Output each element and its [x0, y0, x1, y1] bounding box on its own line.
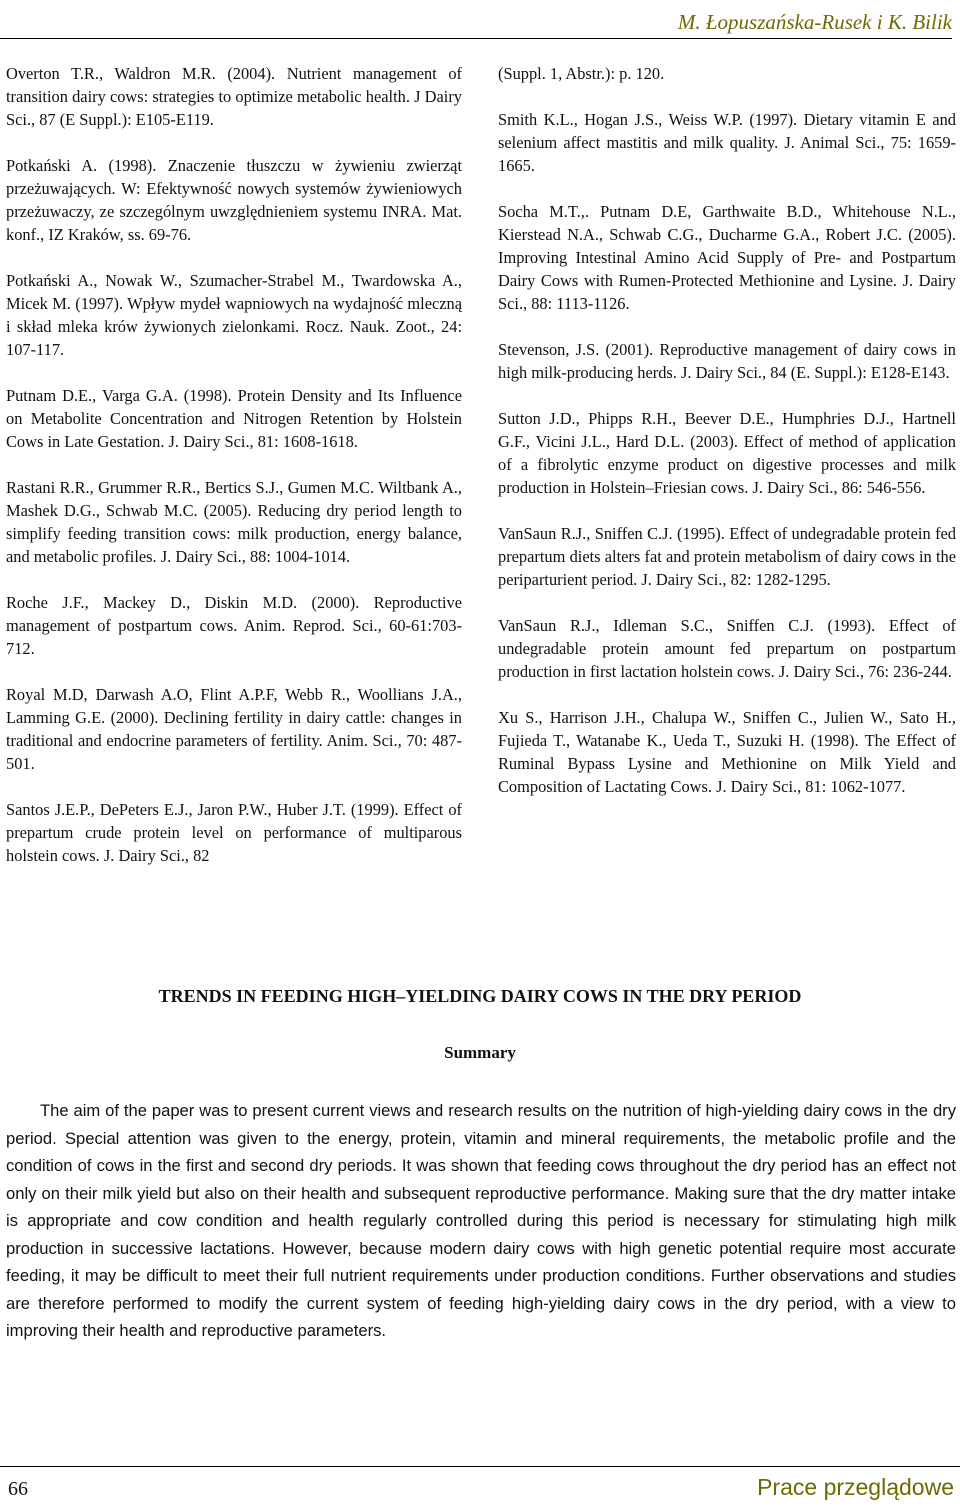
summary-heading: Summary [444, 1043, 516, 1062]
references-left-column [6, 62, 462, 890]
reference-entry: (Suppl. 1, Abstr.): p. 120. [498, 64, 665, 83]
page-number: 66 [8, 1478, 28, 1500]
footer-divider [0, 1466, 960, 1467]
references-right-column [498, 62, 956, 821]
reference-entry: Sutton J.D., Phipps R.H., Beever D.E., Humphries D.J., Hartnell G.F., Vicini J.L., Hard D.L. (2003). Effect of method of application of a fibrolytic enzyme product on digestive processes and milk production in Holstein–Friesian cows. J. Dairy Sci., 86: 546-556. [498, 409, 956, 497]
reference-entry: Socha M.T.,. Putnam D.E, Garthwaite B.D., Whitehouse N.L., Kierstead N.A., Schwab C.G., Ducharme G.A., Robert J.C. (2005). Improving Intestinal Amino Acid Supply of Pre- and Postpartum Dairy Cows with Rumen-Protected Methionine and Lysine. J. Dairy Sci., 88: 1113-1126. [498, 202, 956, 313]
reference-entry: Potkański A. (1998). Znaczenie tłuszczu w żywieniu zwierząt przeżuwających. W: Efektywność nowych systemów żywieniowych przeżuwaczy, ze szczególnym uwzględnieniem systemu INRA. Mat. konf., IZ Kraków, ss. 69-76. [6, 156, 462, 244]
reference-entry: VanSaun R.J., Sniffen C.J. (1995). Effect of undegradable protein fed prepartum diets alters fat and protein metabolism of dairy cows in the periparturient period. J. Dairy Sci., 82: 1282-1295. [498, 524, 956, 589]
summary-paragraph: The aim of the paper was to present current views and research results on the nutrition of high-yielding dairy cows in the dry period. Special attention was given to the energy, protein, vitamin and mineral requirements, the metabolic profile and the condition of cows in the first and second dry periods. It was shown that feeding cows throughout the dry period has an effect not only on their milk yield but also on their health and subsequent reproductive performance. Making sure that the dry matter intake is appropriate and cow condition and health regularly controlled during this period is necessary for stimulating high milk production in successive lactations. However, because modern dairy cows with high genetic potential require most accurate feeding, it may be difficult to meet their full nutrient requirements under production conditions. Further observations and studies are therefore performed to modify the current system of feeding high-yielding dairy cows in the dry period, with a view to improving their health and reproductive parameters. [6, 1101, 956, 1340]
reference-entry: Rastani R.R., Grummer R.R., Bertics S.J., Gumen M.C. Wiltbank A., Mashek D.G., Schwab M.C. (2005). Reducing dry period length to simplify feeding transition cows: milk production, energy balance, and metabolic profiles. J. Dairy Sci., 88: 1004-1014. [6, 478, 462, 566]
section-name: Prace przeglądowe [757, 1474, 954, 1500]
reference-entry: Potkański A., Nowak W., Szumacher-Strabel M., Twardowska A., Micek M. (1997). Wpływ mydeł wapniowych na wydajność mleczną i skład mleka krów żywionych zielonkami. Rocz. Nauk. Zoot., 24: 107-117. [6, 271, 462, 359]
reference-entry: Xu S., Harrison J.H., Chalupa W., Sniffen C., Julien W., Sato H., Fujieda T., Watanabe K., Ueda T., Suzuki H. (1998). The Effect of Ruminal Bypass Lysine and Methionine on Milk Yield and Composition of Lactating Cows. J. Dairy Sci., 81: 1062-1077. [498, 708, 956, 796]
article-title: TRENDS IN FEEDING HIGH–YIELDING DAIRY COWS IN THE DRY PERIOD [158, 986, 802, 1006]
reference-entry: Santos J.E.P., DePeters E.J., Jaron P.W., Huber J.T. (1999). Effect of prepartum crude protein level on performance of multiparous holstein cows. J. Dairy Sci., 82 [6, 800, 462, 865]
reference-entry: Royal M.D, Darwash A.O, Flint A.P.F, Webb R., Woollians J.A., Lamming G.E. (2000). Declining fertility in dairy cattle: changes in traditional and endocrine parameters of fertility. Anim. Sci., 70: 487-501. [6, 685, 462, 773]
reference-entry: Roche J.F., Mackey D., Diskin M.D. (2000). Reproductive management of postpartum cows. Anim. Reprod. Sci., 60-61:703-712. [6, 593, 462, 658]
reference-entry: VanSaun R.J., Idleman S.C., Sniffen C.J. (1993). Effect of undegradable protein amount fed prepartum on postpartum production in first lactation holstein cows. J. Dairy Sci., 76: 236-244. [498, 616, 956, 681]
page-footer [0, 1466, 960, 1508]
reference-entry: Stevenson, J.S. (2001). Reproductive management of dairy cows in high milk-producing herds. J. Dairy Sci., 84 (E. Suppl.): E128-E143. [498, 340, 956, 382]
running-header [0, 6, 952, 39]
reference-entry: Overton T.R., Waldron M.R. (2004). Nutrient management of transition dairy cows: strategies to optimize metabolic health. J Dairy Sci., 87 (E Suppl.): E105-E119. [6, 64, 462, 129]
running-head-authors: M. Łopuszańska-Rusek i K. Bilik [677, 10, 952, 34]
reference-entry: Putnam D.E., Varga G.A. (1998). Protein Density and Its Influence on Metabolite Concentration and Nitrogen Retention by Holstein Cows in Late Gestation. J. Dairy Sci., 81: 1608-1618. [6, 386, 462, 451]
reference-entry: Smith K.L., Hogan J.S., Weiss W.P. (1997). Dietary vitamin E and selenium affect mastitis and milk quality. J. Animal Sci., 75: 1659-1665. [498, 110, 956, 175]
